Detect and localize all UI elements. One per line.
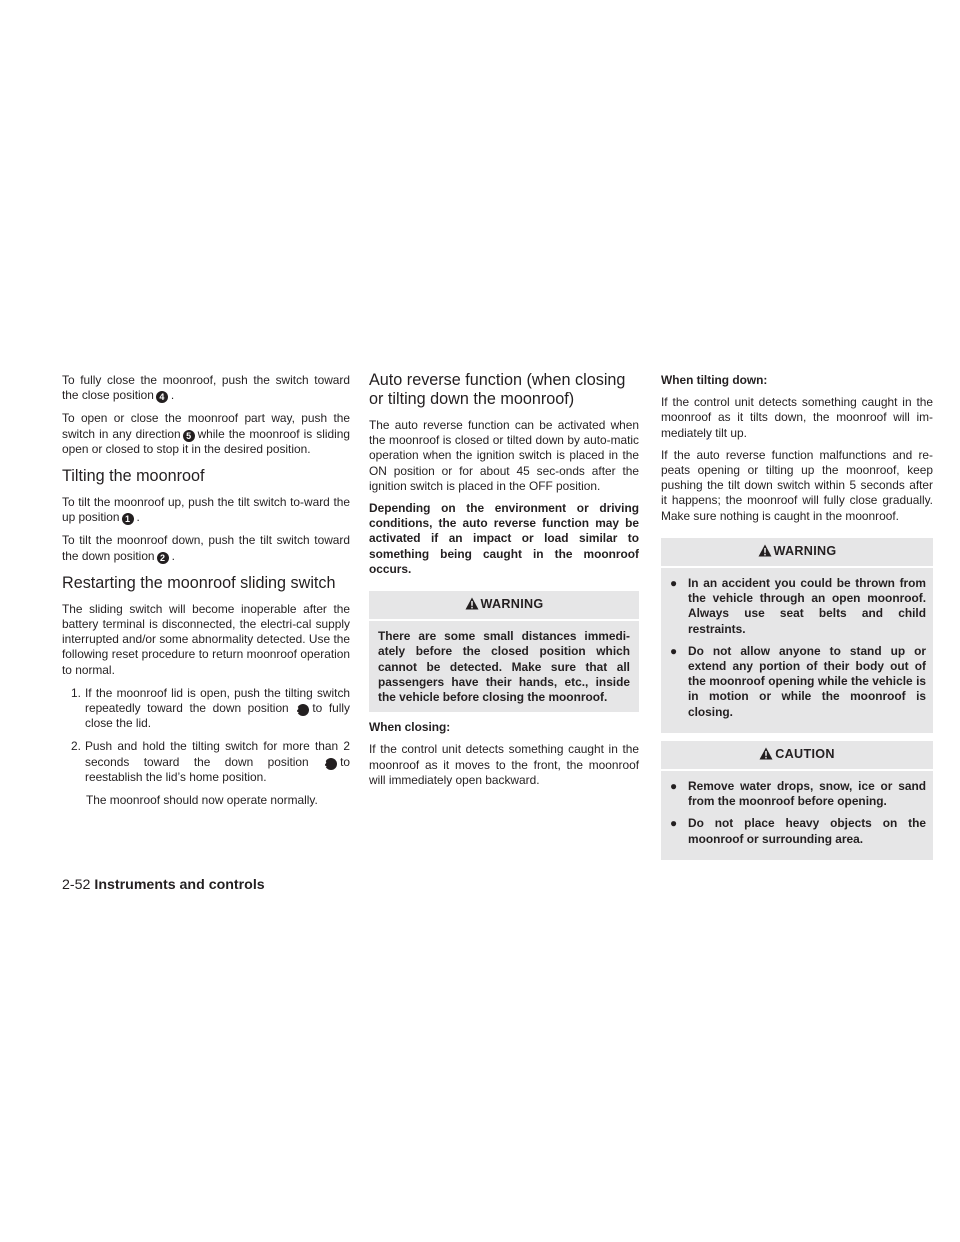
warning-list [661, 568, 933, 733]
section-title: Instruments and controls [94, 877, 265, 893]
note-normal: The moonroof should now operate normally. [86, 793, 318, 808]
column-right [661, 373, 933, 868]
caution-box [661, 741, 933, 860]
heading-auto-reverse: Auto reverse function (when closing or tilting down the moonroof) [369, 371, 626, 408]
paragraph-malfunction: If the auto reverse function malfunctions and re-peats opening or tilting up the moonroof, keep pushing the tilt down switch within 5 seconds after it happens; the moonroof will fully close gradually. Make sure nothing is caught in the moonroof. [661, 447, 933, 523]
warning-title: WARNING [369, 591, 639, 621]
step-item: 1. If the moonroof lid is open, push the tilting switch repeatedly toward the down position 2 to fully close the lid. [71, 685, 351, 731]
caution-list [661, 771, 933, 860]
warning-title: WARNING [661, 538, 933, 568]
position-marker-2: 2 [157, 552, 169, 564]
caution-item: ● Do not place heavy objects on the moonroof or surrounding area. [670, 816, 926, 846]
paragraph-restart: The sliding switch will become inoperable after the battery terminal is disconnected, the electri-cal supply interrupted and/or some abnormality detected. Use the following reset procedure to return moonroof operation to normal. [62, 601, 350, 677]
paragraph-close-moonroof: To fully close the moonroof, push the switch toward the close position 4 . [62, 373, 350, 403]
warning-text: There are some small distances immedi-ately before the closed position which cannot be detected. Make sure that all passengers have their hands, etc., inside the vehicle before closing the moonroof. [378, 629, 630, 705]
position-marker-2: 2 [325, 758, 337, 770]
heading-when-tilting: When tilting down: [661, 373, 768, 387]
warning-item: ● In an accident you could be thrown from the vehicle through an open moonroof. Always use seat belts and child restraints. [670, 576, 926, 636]
paragraph-tilting: If the control unit detects something caught in the moonroof as it tilts down, the moonroof will im-mediately tilt up. [661, 395, 933, 440]
warning-triangle-icon [759, 747, 773, 764]
reset-steps [62, 686, 350, 785]
warning-triangle-icon [758, 544, 772, 561]
paragraph-tilt-up: To tilt the moonroof up, push the tilt switch to-ward the up position 1 . [62, 495, 350, 525]
position-marker-5: 5 [183, 430, 195, 442]
paragraph-closing: If the control unit detects something caught in the moonroof as it moves to the front, the moonroof will immediately open backward. [369, 742, 639, 787]
step-item: 2. Push and hold the tilting switch for more than 2 seconds toward the down position 2 to reestablish the lid’s home position. [71, 739, 350, 784]
heading-when-closing: When closing: [369, 720, 451, 735]
warning-box [369, 591, 639, 712]
position-marker-1: 1 [122, 513, 134, 525]
position-marker-2: 2 [297, 704, 309, 716]
paragraph-auto-reverse: The auto reverse function can be activated when the moonroof is closed or tilted down by auto-matic operation when the ignition switch is placed in the ON position or for about 45 sec-onds after the ignition switch is placed in the OFF position. [369, 418, 639, 493]
paragraph-tilt-down: To tilt the moonroof down, push the tilt switch toward the down position 2 . [62, 533, 350, 563]
position-marker-4: 4 [156, 391, 168, 403]
caution-title: CAUTION [661, 741, 933, 771]
caution-item: ● Remove water drops, snow, ice or sand from the moonroof before opening. [670, 779, 926, 809]
heading-restarting: Restarting the moonroof sliding switch [62, 573, 336, 592]
page-number: 2-52 [62, 877, 91, 893]
column-left [62, 373, 350, 816]
warning-box [661, 538, 933, 733]
page-footer [62, 876, 265, 894]
heading-tilting: Tilting the moonroof [62, 467, 205, 486]
paragraph-partway: To open or close the moonroof part way, push the switch in any direction 5 while the moonroof is sliding open or closed to stop it in the desired position. [62, 411, 350, 456]
warning-triangle-icon [465, 597, 479, 614]
warning-item: ● Do not allow anyone to stand up or extend any portion of their body out of the moonroof opening while the vehicle is in motion or while the moonroof is closing. [670, 643, 926, 719]
paragraph-conditions: Depending on the environment or driving conditions, the auto reverse function may be activated if an impact or load similar to something being caught in the moonroof occurs. [369, 501, 639, 576]
column-middle [369, 373, 639, 795]
